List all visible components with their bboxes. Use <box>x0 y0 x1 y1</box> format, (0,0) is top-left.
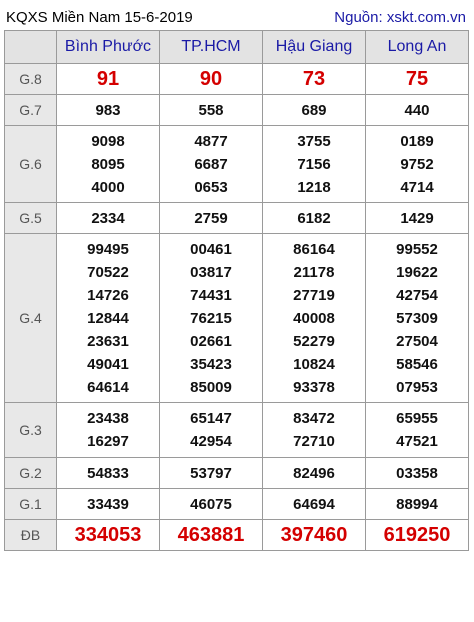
prize-number: 90 <box>199 67 223 90</box>
prize-number: 76215 <box>190 309 232 327</box>
prize-cell <box>160 126 263 203</box>
prize-number: 6182 <box>297 209 331 227</box>
prize-number: 6687 <box>194 155 228 173</box>
prize-number: 7156 <box>297 155 331 173</box>
prize-number: 54833 <box>87 464 129 482</box>
prize-number: 334053 <box>74 523 142 546</box>
prize-row-db <box>5 520 469 551</box>
prize-row-g8 <box>5 64 469 95</box>
prize-number: 35423 <box>190 355 232 373</box>
prize-row-g5 <box>5 203 469 234</box>
prize-number: 0189 <box>400 132 434 150</box>
prize-cell <box>366 234 469 403</box>
prize-cell <box>263 489 366 520</box>
prize-row-g7 <box>5 95 469 126</box>
prize-number: 397460 <box>280 523 348 546</box>
prize-number: 74431 <box>190 286 232 304</box>
prize-number: 02661 <box>190 332 232 350</box>
prize-number: 558 <box>198 101 224 119</box>
prize-number: 47521 <box>396 433 438 450</box>
prize-number: 19622 <box>396 263 438 281</box>
prize-number: 440 <box>404 101 430 119</box>
prize-cell <box>57 126 160 203</box>
prize-cell <box>160 520 263 551</box>
source-link[interactable]: Nguồn: xskt.com.vn <box>334 8 466 26</box>
prize-label: G.8 <box>5 64 57 95</box>
prize-cell <box>366 64 469 95</box>
prize-label: G.5 <box>5 203 57 234</box>
prize-cell <box>160 234 263 403</box>
prize-number: 27504 <box>396 332 438 350</box>
prize-cell <box>160 203 263 234</box>
prize-number: 33439 <box>87 495 129 513</box>
prize-cell <box>57 234 160 403</box>
prize-number: 65147 <box>190 410 232 427</box>
prize-row-g3 <box>5 403 469 458</box>
prize-cell <box>263 95 366 126</box>
prize-number: 8095 <box>91 155 125 173</box>
prize-cell <box>263 64 366 95</box>
prize-cell <box>366 203 469 234</box>
prize-number: 983 <box>95 101 121 119</box>
prize-cell <box>263 520 366 551</box>
prize-number: 46075 <box>190 495 232 513</box>
prize-number: 65955 <box>396 410 438 427</box>
prize-number: 23438 <box>87 410 129 427</box>
prize-cell <box>160 64 263 95</box>
prize-row-g2 <box>5 458 469 489</box>
province-header-tphcm[interactable]: TP.HCM <box>160 31 263 64</box>
prize-number: 23631 <box>87 332 129 350</box>
prize-number: 1429 <box>400 209 434 227</box>
prize-number: 4000 <box>91 178 125 196</box>
prize-number: 91 <box>96 67 120 90</box>
results-body <box>5 64 469 551</box>
prize-number: 4714 <box>400 178 434 196</box>
prize-number: 82496 <box>293 464 335 482</box>
prize-row-g4 <box>5 234 469 403</box>
prize-number: 1218 <box>297 178 331 196</box>
results-table <box>4 30 469 551</box>
prize-cell <box>57 203 160 234</box>
prize-number: 9752 <box>400 155 434 173</box>
prize-number: 00461 <box>190 240 232 258</box>
prize-number: 619250 <box>383 523 451 546</box>
prize-number: 03817 <box>190 263 232 281</box>
prize-number: 9098 <box>91 132 125 150</box>
prize-number: 64694 <box>293 495 335 513</box>
prize-cell <box>366 403 469 458</box>
prize-number: 42954 <box>190 433 232 450</box>
prize-cell <box>57 64 160 95</box>
prize-number: 57309 <box>396 309 438 327</box>
prize-cell <box>263 234 366 403</box>
prize-number: 58546 <box>396 355 438 373</box>
prize-number: 12844 <box>87 309 129 327</box>
prize-number: 83472 <box>293 410 335 427</box>
prize-cell <box>57 458 160 489</box>
prize-cell <box>160 458 263 489</box>
prize-cell <box>160 95 263 126</box>
corner-cell <box>5 31 57 64</box>
prize-cell <box>57 520 160 551</box>
prize-cell <box>263 203 366 234</box>
prize-label: G.4 <box>5 234 57 403</box>
prize-number: 52279 <box>293 332 335 350</box>
prize-label: G.1 <box>5 489 57 520</box>
prize-cell <box>160 489 263 520</box>
prize-number: 2759 <box>194 209 228 227</box>
prize-number: 64614 <box>87 378 129 396</box>
prize-number: 40008 <box>293 309 335 327</box>
prize-row-g1 <box>5 489 469 520</box>
prize-number: 21178 <box>293 263 335 281</box>
prize-number: 85009 <box>190 378 232 396</box>
prize-number: 0653 <box>194 178 228 196</box>
prize-number: 4877 <box>194 132 228 150</box>
prize-number: 70522 <box>87 263 129 281</box>
prize-cell <box>263 403 366 458</box>
prize-cell <box>57 489 160 520</box>
prize-number: 72710 <box>293 433 335 450</box>
prize-number: 16297 <box>87 433 129 450</box>
province-header-long-an[interactable]: Long An <box>366 31 469 64</box>
prize-number: 75 <box>405 67 429 90</box>
province-header-binh-phuoc[interactable]: Bình Phước <box>57 31 160 64</box>
prize-label: ĐB <box>5 520 57 551</box>
prize-number: 463881 <box>177 523 245 546</box>
prize-row-g6 <box>5 126 469 203</box>
prize-cell <box>57 403 160 458</box>
prize-number: 86164 <box>293 240 335 258</box>
prize-number: 2334 <box>91 209 125 227</box>
header-bar <box>4 4 468 30</box>
prize-number: 73 <box>302 67 326 90</box>
province-header-hau-giang[interactable]: Hậu Giang <box>263 31 366 64</box>
prize-number: 88994 <box>396 495 438 513</box>
prize-cell <box>263 126 366 203</box>
prize-number: 689 <box>301 101 327 119</box>
prize-cell <box>366 95 469 126</box>
prize-number: 93378 <box>293 378 335 396</box>
prize-number: 03358 <box>396 464 438 482</box>
prize-label: G.7 <box>5 95 57 126</box>
prize-number: 53797 <box>190 464 232 482</box>
lottery-results <box>4 4 468 551</box>
prize-number: 27719 <box>293 286 335 304</box>
prize-number: 07953 <box>396 378 438 396</box>
prize-number: 99495 <box>87 240 129 258</box>
prize-cell <box>263 458 366 489</box>
prize-number: 14726 <box>87 286 129 304</box>
prize-number: 3755 <box>297 132 331 150</box>
prize-number: 99552 <box>396 240 438 258</box>
prize-cell <box>57 95 160 126</box>
province-header-row <box>5 31 469 64</box>
prize-cell <box>366 458 469 489</box>
page-title: KQXS Miền Nam 15-6-2019 <box>6 8 193 26</box>
prize-number: 10824 <box>293 355 335 373</box>
prize-label: G.2 <box>5 458 57 489</box>
prize-cell <box>160 403 263 458</box>
prize-label: G.3 <box>5 403 57 458</box>
prize-cell <box>366 520 469 551</box>
prize-label: G.6 <box>5 126 57 203</box>
prize-cell <box>366 126 469 203</box>
prize-cell <box>366 489 469 520</box>
prize-number: 42754 <box>396 286 438 304</box>
prize-number: 49041 <box>87 355 129 373</box>
